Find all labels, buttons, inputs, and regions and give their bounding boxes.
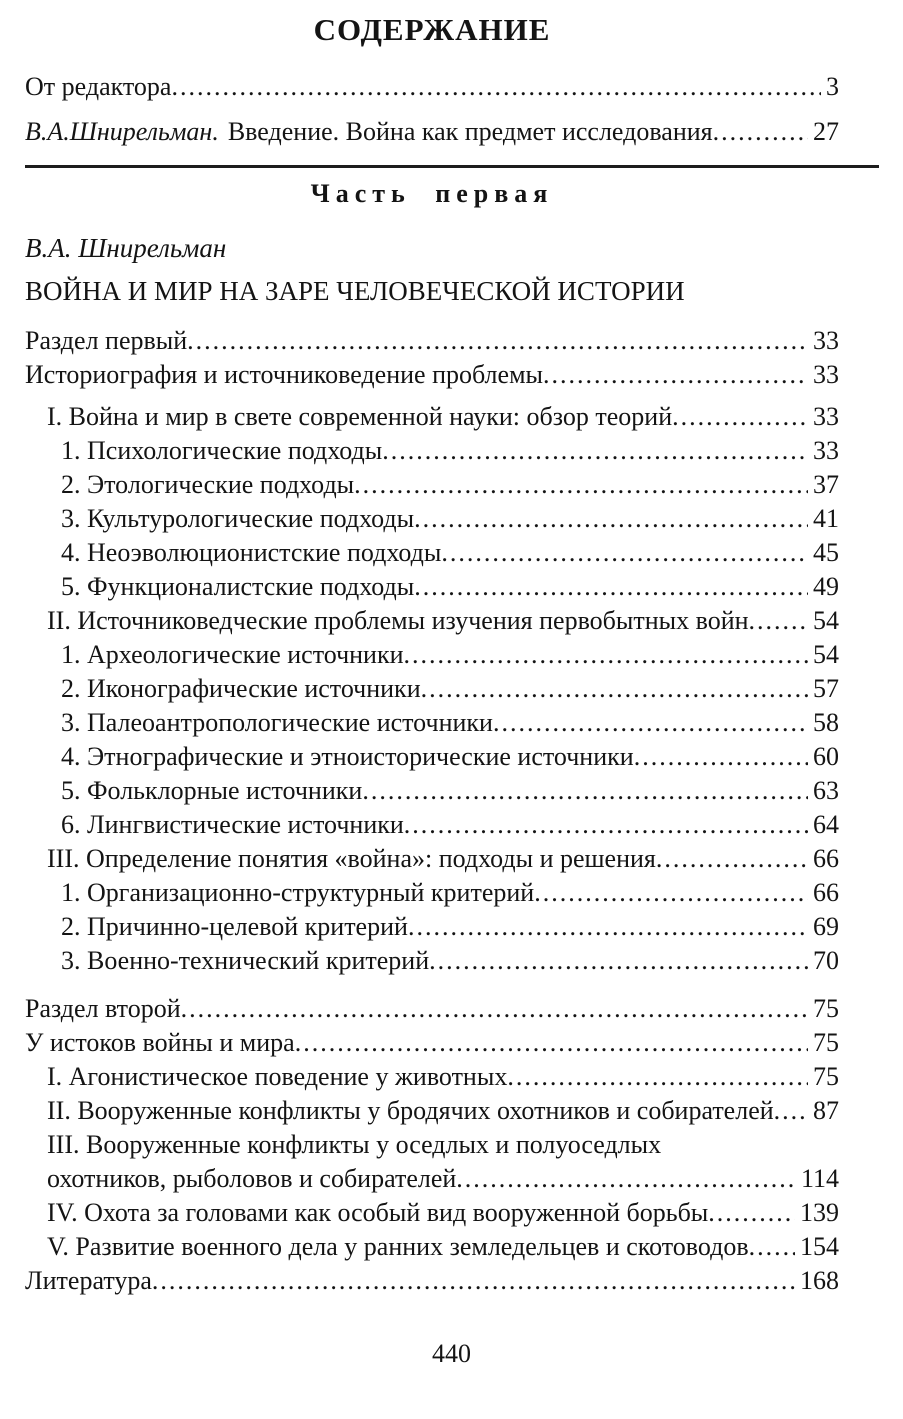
entry-title: 4. Неоэволюционистские подходы (61, 538, 442, 567)
entry-page-number: 60 (813, 742, 839, 771)
dot-leader (414, 502, 808, 536)
dot-leader (152, 1264, 795, 1298)
entry-title: Введение. Война как предмет исследования (227, 117, 713, 146)
dot-leader (774, 1094, 808, 1128)
dot-leader (713, 115, 808, 149)
entry-title: 1. Психологические подходы (61, 436, 383, 465)
chapter-title: ВОЙНА И МИР НА ЗАРЕ ЧЕЛОВЕЧЕСКОЙ ИСТОРИИ (25, 276, 685, 306)
dot-leader (362, 774, 808, 808)
dot-leader (656, 842, 808, 876)
toc-entry (25, 324, 839, 358)
entry-page-number: 63 (813, 776, 839, 805)
part-heading: Часть первая (310, 179, 554, 208)
entry-page-number: 37 (813, 470, 839, 499)
entry-title: 6. Лингвистические источники (61, 810, 404, 839)
entry-title: II. Вооруженные конфликты у бродячих охотников и собирателей (47, 1096, 774, 1125)
dot-leader (414, 570, 808, 604)
dot-leader (634, 740, 808, 774)
entry-title: Раздел первый (25, 326, 188, 355)
toc-entry (25, 468, 839, 502)
toc-entry (25, 774, 839, 808)
entry-title: III. Определение понятия «война»: подходы и решения (47, 844, 656, 873)
entry-page-number: 33 (813, 326, 839, 355)
page-folio: 440 (432, 1339, 471, 1368)
entry-page-number: 66 (813, 878, 839, 907)
toc-entry (25, 1026, 839, 1060)
toc-heading: СОДЕРЖАНИЕ (313, 12, 551, 47)
entry-author: В.А.Шнирельман. (25, 117, 219, 146)
dot-leader (404, 808, 808, 842)
dot-leader (493, 706, 808, 740)
toc-entry (25, 400, 839, 434)
entry-title: 3. Палеоантропологические источники (61, 708, 493, 737)
dot-leader (672, 400, 808, 434)
toc-entry (25, 115, 839, 149)
entry-title: 4. Этнографические и этноисторические источники (61, 742, 634, 771)
entry-title: 2. Этологические подходы (61, 470, 355, 499)
toc-entry (25, 672, 839, 706)
toc-entry (25, 910, 839, 944)
dot-leader (456, 1162, 796, 1196)
entry-page-number: 64 (813, 810, 839, 839)
toc-entry (25, 1230, 839, 1264)
toc-entries (25, 324, 839, 1298)
toc-entry (25, 1264, 839, 1298)
dot-leader (441, 536, 808, 570)
toc-entry (25, 536, 839, 570)
toc-entry (25, 1094, 839, 1128)
entry-page-number: 49 (813, 572, 839, 601)
dot-leader (181, 992, 808, 1026)
entry-page-number: 75 (813, 1028, 839, 1057)
entry-title: 2. Причинно-целевой критерий (61, 912, 408, 941)
section-rule (25, 165, 879, 168)
dot-leader (749, 1230, 795, 1264)
toc-entry (25, 434, 839, 468)
entry-page-number: 54 (813, 606, 839, 635)
toc-entry-wrapped-line1 (25, 1128, 839, 1162)
entry-title: У истоков войны и мира (25, 1028, 295, 1057)
entry-title: 3. Культурологические подходы (61, 504, 415, 533)
toc-entry (25, 808, 839, 842)
toc-entry (25, 706, 839, 740)
entry-page-number: 33 (813, 436, 839, 465)
entry-page-number: 41 (813, 504, 839, 533)
toc-entry (25, 842, 839, 876)
entry-title: 3. Военно-технический критерий (61, 946, 430, 975)
dot-leader (749, 604, 808, 638)
entry-title: 1. Организационно-структурный критерий (61, 878, 535, 907)
dot-leader (382, 434, 808, 468)
entry-page-number: 3 (826, 72, 839, 101)
entry-title: IV. Охота за головами как особый вид вооруженной борьбы (47, 1198, 709, 1227)
entry-page-number: 168 (800, 1266, 839, 1295)
entry-page-number: 69 (813, 912, 839, 941)
dot-leader (187, 324, 808, 358)
entry-title: 5. Фольклорные источники (61, 776, 363, 805)
dot-leader (543, 358, 808, 392)
toc-entry (25, 1196, 839, 1230)
dot-leader (404, 638, 808, 672)
entry-title: 5. Функционалистские подходы (61, 572, 415, 601)
entry-page-number: 66 (813, 844, 839, 873)
entry-title: Раздел второй (25, 994, 181, 1023)
toc-entry (25, 358, 839, 392)
entry-title: 1. Археологические источники (61, 640, 404, 669)
toc-entry (25, 604, 839, 638)
toc-entry-wrapped-line2 (25, 1162, 839, 1196)
entry-page-number: 70 (813, 946, 839, 975)
chapter-author: В.А. Шнирельман (25, 233, 227, 263)
dot-leader (429, 944, 808, 978)
toc-entry (25, 944, 839, 978)
entry-page-number: 87 (813, 1096, 839, 1125)
entry-page-number: 139 (800, 1198, 839, 1227)
toc-entry (25, 1060, 839, 1094)
dot-leader (171, 70, 821, 104)
entry-title: I. Агонистическое поведение у животных (47, 1062, 508, 1091)
entry-title: Историография и источниковедение проблемы (25, 360, 543, 389)
toc-entry (25, 502, 839, 536)
entry-page-number: 58 (813, 708, 839, 737)
entry-page-number: 154 (800, 1232, 839, 1261)
dot-leader (534, 876, 808, 910)
entry-title: III. Вооруженные конфликты у оседлых и полуоседлых (47, 1130, 662, 1159)
entry-page-number: 114 (800, 1164, 839, 1193)
toc-entry (25, 876, 839, 910)
entry-page-number: 27 (813, 117, 839, 146)
entry-title: I. Война и мир в свете современной науки: обзор теорий (47, 402, 673, 431)
entry-title: 2. Иконографические источники (61, 674, 421, 703)
entry-page-number: 45 (813, 538, 839, 567)
entry-title: II. Источниковедческие проблемы изучения первобытных войн (47, 606, 749, 635)
entry-page-number: 54 (813, 640, 839, 669)
dot-leader (421, 672, 808, 706)
toc-entry (25, 992, 839, 1026)
dot-leader (408, 910, 808, 944)
entry-title-continued: охотников, рыболовов и собирателей (47, 1164, 457, 1193)
entry-title: V. Развитие военного дела у ранних земледельцев и скотоводов (47, 1232, 749, 1261)
toc-entry (25, 740, 839, 774)
toc-entry (25, 570, 839, 604)
dot-leader (507, 1060, 808, 1094)
entry-title: От редактора (25, 72, 172, 101)
entry-page-number: 33 (813, 360, 839, 389)
toc-entry (25, 638, 839, 672)
entry-page-number: 33 (813, 402, 839, 431)
entry-title: Литература (25, 1266, 152, 1295)
entry-page-number: 75 (813, 1062, 839, 1091)
dot-leader (708, 1196, 795, 1230)
dot-leader (354, 468, 808, 502)
entry-page-number: 75 (813, 994, 839, 1023)
entry-page-number: 57 (813, 674, 839, 703)
dot-leader (295, 1026, 808, 1060)
toc-entry (25, 70, 839, 104)
